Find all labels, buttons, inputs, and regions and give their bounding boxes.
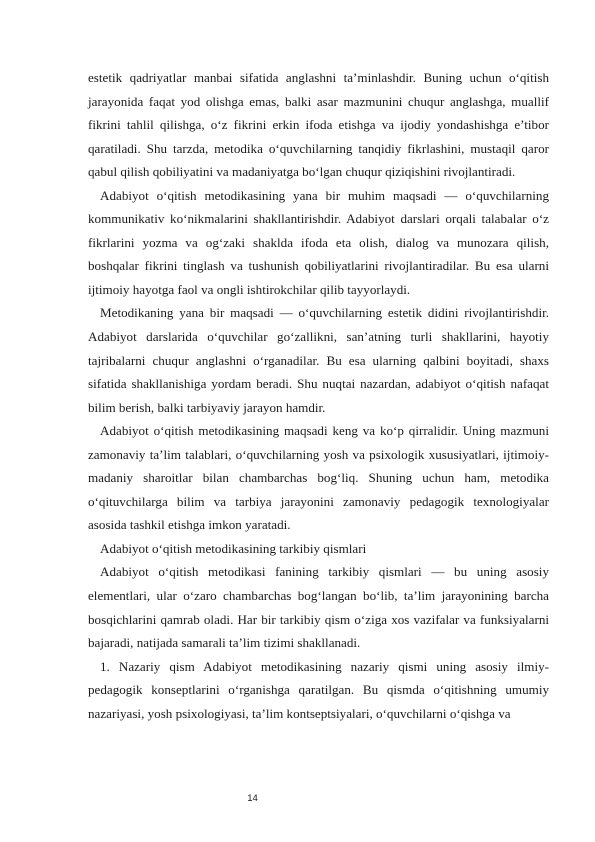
page-number: 14 bbox=[247, 793, 258, 804]
paragraph-continuation: estetik qadriyatlar manbai sifatida anglashni ta’minlashdir. Buning uchun o‘qitish jarayonida faqat yod olishga emas, balki asar mazmunini chuqur anglashga, muallif fikrini tahlil qilishga, o‘z fikrini erkin ifoda etishga va ijodiy yondashishga e’tibor qaratiladi. Shu tarzda, metodika o‘quvchilarning tanqidiy fikrlashini, mustaqil qaror qabul qilish qobiliyatini va madaniyatga bo‘lgan chuqur qiziqishini rivojlantiradi. bbox=[88, 70, 549, 180]
document-page bbox=[88, 66, 549, 725]
paragraph-communicative-skills: Adabiyot o‘qitish metodikasining yana bir muhim maqsadi — o‘quvchilarning kommunikativ ko‘nikmalarini shakllantirishdir. Adabiyot darslari orqali talabalar o‘z fikrlarini yozma va og‘zaki shaklda ifoda eta olish, dialog va munozara qilish, boshqalar fikrini tinglash va tushunish qobiliyatlarini rivojlantiradilar. Bu esa ularni ijtimoiy hayotga faol va ongli ishtirokchilar qilib tayyorlaydi. bbox=[88, 187, 549, 297]
section-heading: Adabiyot o‘qitish metodikasining tarkibiy qismlari bbox=[100, 540, 367, 556]
paragraph-methodology-goal: Adabiyot o‘qitish metodikasining maqsadi keng va ko‘p qirralidir. Uning mazmuni zamonaviy ta’lim talablari, o‘quvchilarning yosh va psixologik xususiyatlari, ijtimoiy-madaniy sharoitlar bilan chambarchas bog‘liq. Shuning uchun ham, metodika o‘qituvchilarga bilim va tarbiya jarayonini zamonaviy pedagogik texnologiyalar asosida tashkil etishga imkon yaratadi. bbox=[88, 423, 549, 533]
paragraph-aesthetic-taste: Metodikaning yana bir maqsadi — o‘quvchilarning estetik didini rivojlantirishdir. Adabiyot darslarida o‘quvchilar go‘zallikni, san’atning turli shakllarini, hayotiy tajribalarni chuqur anglashni o‘rganadilar. Bu esa ularning qalbini boyitadi, shaxs sifatida shakllanishiga yordam beradi. Shu nuqtai nazardan, adabiyot o‘qitish nafaqat bilim berish, balki tarbiyaviy jarayon hamdir. bbox=[88, 305, 549, 415]
paragraph-components: Adabiyot o‘qitish metodikasi fanining tarkibiy qismlari — bu uning asosiy elementlari, ular o‘zaro chambarchas bog‘langan bo‘lib, ta’lim jarayonining barcha bosqichlarini qamrab oladi. Har bir tarkibiy qism o‘ziga xos vazifalar va funksiyalarni bajaradi, natijada samarali ta’lim tizimi shakllanadi. bbox=[88, 564, 549, 651]
paragraph-theoretical-part: 1. Nazariy qism Adabiyot metodikasining nazariy qismi uning asosiy ilmiy-pedagogik konseptlarini o‘rganishga qaratilgan. Bu qismda o‘qitishning umumiy nazariyasi, yosh psixologiyasi, ta’lim kontseptsiyalari, o‘quvchilarni o‘qishga va bbox=[88, 658, 549, 721]
